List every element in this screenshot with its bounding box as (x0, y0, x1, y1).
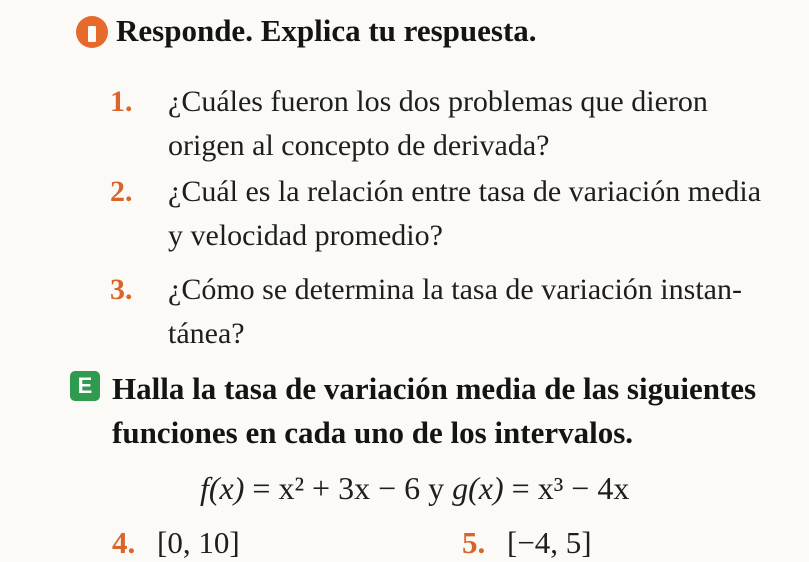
exercise-number: 4. (112, 525, 136, 560)
info-icon (76, 16, 108, 48)
exercise-4 (112, 525, 240, 561)
functions-formula (200, 468, 629, 508)
g-name: g(x) (452, 470, 504, 506)
question-number: 2. (110, 175, 133, 208)
g-expression: = x³ − 4x (511, 470, 630, 506)
exercise-5 (462, 525, 592, 561)
exercise-number: 5. (462, 525, 486, 560)
exercise-interval: [−4, 5] (507, 525, 592, 560)
f-expression: = x² + 3x − 6 (252, 470, 421, 506)
question-text: ¿Cuáles fueron los dos problemas que dieron origen al concepto de derivada? (168, 85, 708, 162)
question-number: 1. (110, 85, 133, 118)
question-number: 3. (110, 273, 133, 306)
question-text: ¿Cómo se determina la tasa de variación instan- tánea? (168, 273, 742, 350)
f-name: f(x) (200, 470, 245, 506)
question-text: ¿Cuál es la relación entre tasa de variación media y velocidad promedio? (168, 175, 762, 252)
section-heading-2: Halla la tasa de variación media de las siguientes funciones en cada uno de los intervalos. (112, 371, 757, 450)
section-heading-1: Responde. Explica tu respuesta. (116, 13, 537, 48)
conjunction: y (428, 470, 445, 506)
exercise-badge: E (70, 371, 100, 401)
exercise-interval: [0, 10] (157, 525, 240, 560)
